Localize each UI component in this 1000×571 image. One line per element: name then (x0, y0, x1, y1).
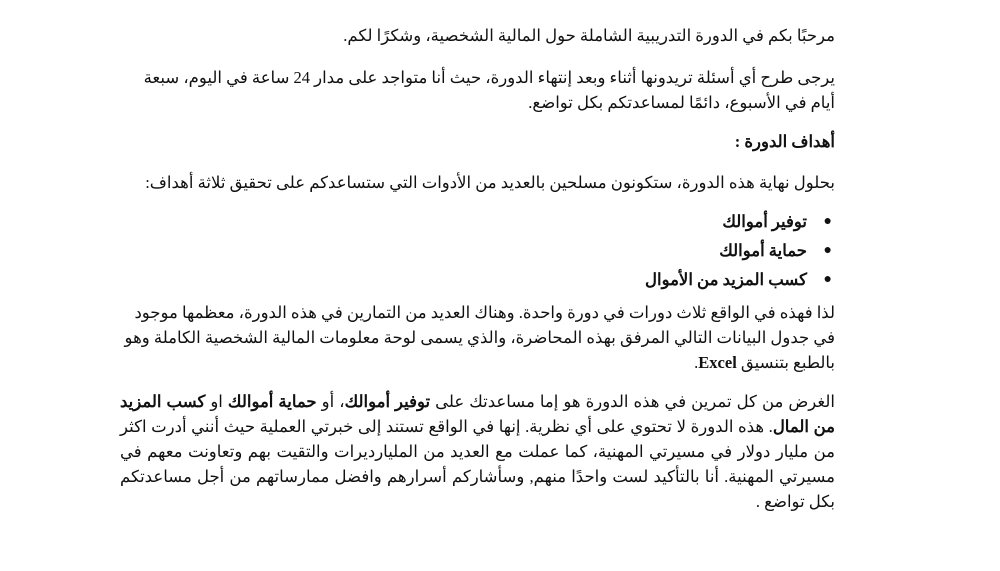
goal-label: كسب المزيد من الأموال (645, 270, 807, 289)
purpose-paragraph (120, 389, 835, 514)
questions-paragraph: يرجى طرح أي أسئلة تريدونها أثناء وبعد إنتهاء الدورة، حيث أنا متواجد على مدار 24 ساعة في اليوم، سبعة أيام في الأسبوع، دائمًا لمساعدتكم بكل تواضع. (143, 68, 835, 112)
purpose-bold-save: توفير أموالك (344, 392, 431, 411)
courses-paragraph (120, 300, 835, 375)
purpose-text-1: الغرض من كل تمرين في هذه الدورة هو إما مساعدتك على (430, 392, 835, 411)
document-page (120, 0, 835, 514)
purpose-bold-earn: كسب المزيد من المال (120, 392, 835, 436)
purpose-text-2: ، أو (316, 392, 345, 411)
goal-label: حماية أموالك (719, 241, 807, 260)
bullet-icon: ● (823, 214, 832, 229)
goals-list (120, 207, 835, 294)
excel-format-label: Excel (698, 353, 737, 372)
period-mark: . (694, 353, 699, 372)
goal-item-earn (120, 265, 832, 294)
welcome-paragraph: مرحبًا بكم في الدورة التدريبية الشاملة حول المالية الشخصية، وشكرًا لكم. (343, 26, 835, 45)
goal-label: توفير أموالك (722, 212, 807, 231)
bullet-icon: ● (823, 243, 832, 258)
goals-heading: أهداف الدورة : (734, 132, 835, 151)
bullet-icon: ● (823, 272, 832, 287)
goals-intro-paragraph: بحلول نهاية هذه الدورة، ستكونون مسلحين بالعديد من الأدوات التي ستساعدكم على تحقيق ثلاثة أهداف: (145, 173, 835, 192)
goal-item-protect (120, 236, 832, 265)
purpose-bold-protect: حماية أموالك (227, 392, 317, 411)
purpose-text-3: او (205, 392, 228, 411)
purpose-text-4: . هذه الدورة لا تحتوي على أي نظرية. إنها في الواقع تستند إلى خبرتي العملية حيث أنني أدرت اكثر من مليار دولار في مسيرتي المهنية، كما عملت مع العديد من المليارديرات والتقيت بهم وتعاونت معهم في مسيرتي المهنية. أنا بالتأكيد لست واحدًا منهم, وسأشاركم أسرارهم وافضل ممارساتهم من أجل مساعدتكم بكل تواضع . (120, 417, 835, 511)
goal-item-save (120, 207, 832, 236)
courses-text: لذا فهذه في الواقع ثلاث دورات في دورة واحدة. وهناك العديد من التمارين في هذه الدورة، معظمها موجود في جدول البيانات التالي المرفق بهذه المحاضرة، والذي يسمى لوحة معلومات المالية الشخصية الكاملة وهو بالطبع بتنسيق (124, 303, 835, 372)
